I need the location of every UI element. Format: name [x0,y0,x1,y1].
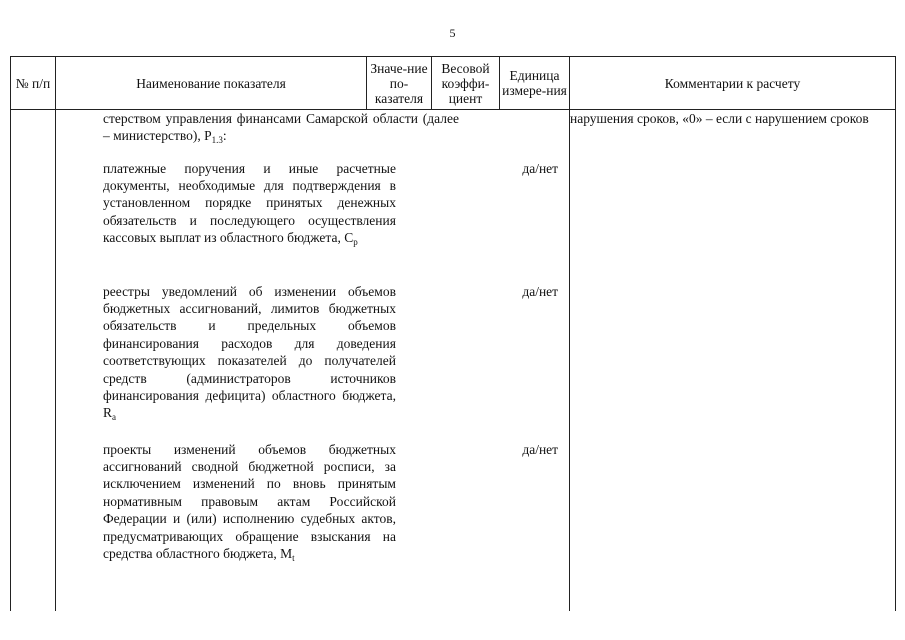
table-row [11,441,896,611]
comment-cell [570,283,896,441]
unit-value: да/нет [522,160,559,176]
number-cell [11,110,56,160]
unit-value: да/нет [522,441,559,457]
comment-cell [570,160,896,283]
page-number: 5 [449,26,456,40]
number-cell [11,441,56,611]
comment-cell [570,441,896,611]
number-cell [11,160,56,283]
header-weight: Весовой коэффи-циент [432,57,500,110]
header-unit: Единица измере-ния [500,57,570,110]
header-indicator-value: Значе-ние по-казателя [367,57,432,110]
header-number: № п/п [11,57,56,110]
header-indicator-name: Наименование показателя [56,57,367,110]
indicator-name: платежные поручения и иные расчетные документы, необходимые для подтверждения в установленном порядке принятых денежных обязательств и последующего осуществления кассовых выплат из областного бюджета, $C_p$ [103,160,396,248]
comment-cell: нарушения сроков, «0» – если с нарушением сроков [570,110,896,160]
indicator-name: реестры уведомлений об изменении объемов бюджетных ассигнований, лимитов бюджетных обязательств и предельных объемов финансирования расходов для доведения соответствующих показателей до получателей средств (администраторов источников финансирования дефицита) областного бюджета, $R_a$ [103,283,396,423]
indicator-table [10,56,896,611]
table-row [11,160,896,283]
indicator-cell [56,110,570,160]
number-cell [11,283,56,441]
unit-value: да/нет [522,283,559,299]
indicator-name: стерством управления финансами Самарской области (далее – министерство), $P_{1.3}$: [103,111,459,146]
table-row [11,110,896,160]
header-comment: Комментарии к расчету [570,57,896,110]
indicator-cell [56,283,570,441]
table-row [11,283,896,441]
indicator-name: проекты изменений объемов бюджетных ассигнований сводной бюджетной росписи, за исключением изменений по вновь принятым нормативным правовым актам Российской Федерации и (или) исполнению судебных актов, предусматривающих обращение взыскания на средства областного бюджета, $M_t$ [103,441,396,563]
indicator-cell [56,160,570,283]
table-header-row [11,57,896,110]
indicator-cell [56,441,570,611]
